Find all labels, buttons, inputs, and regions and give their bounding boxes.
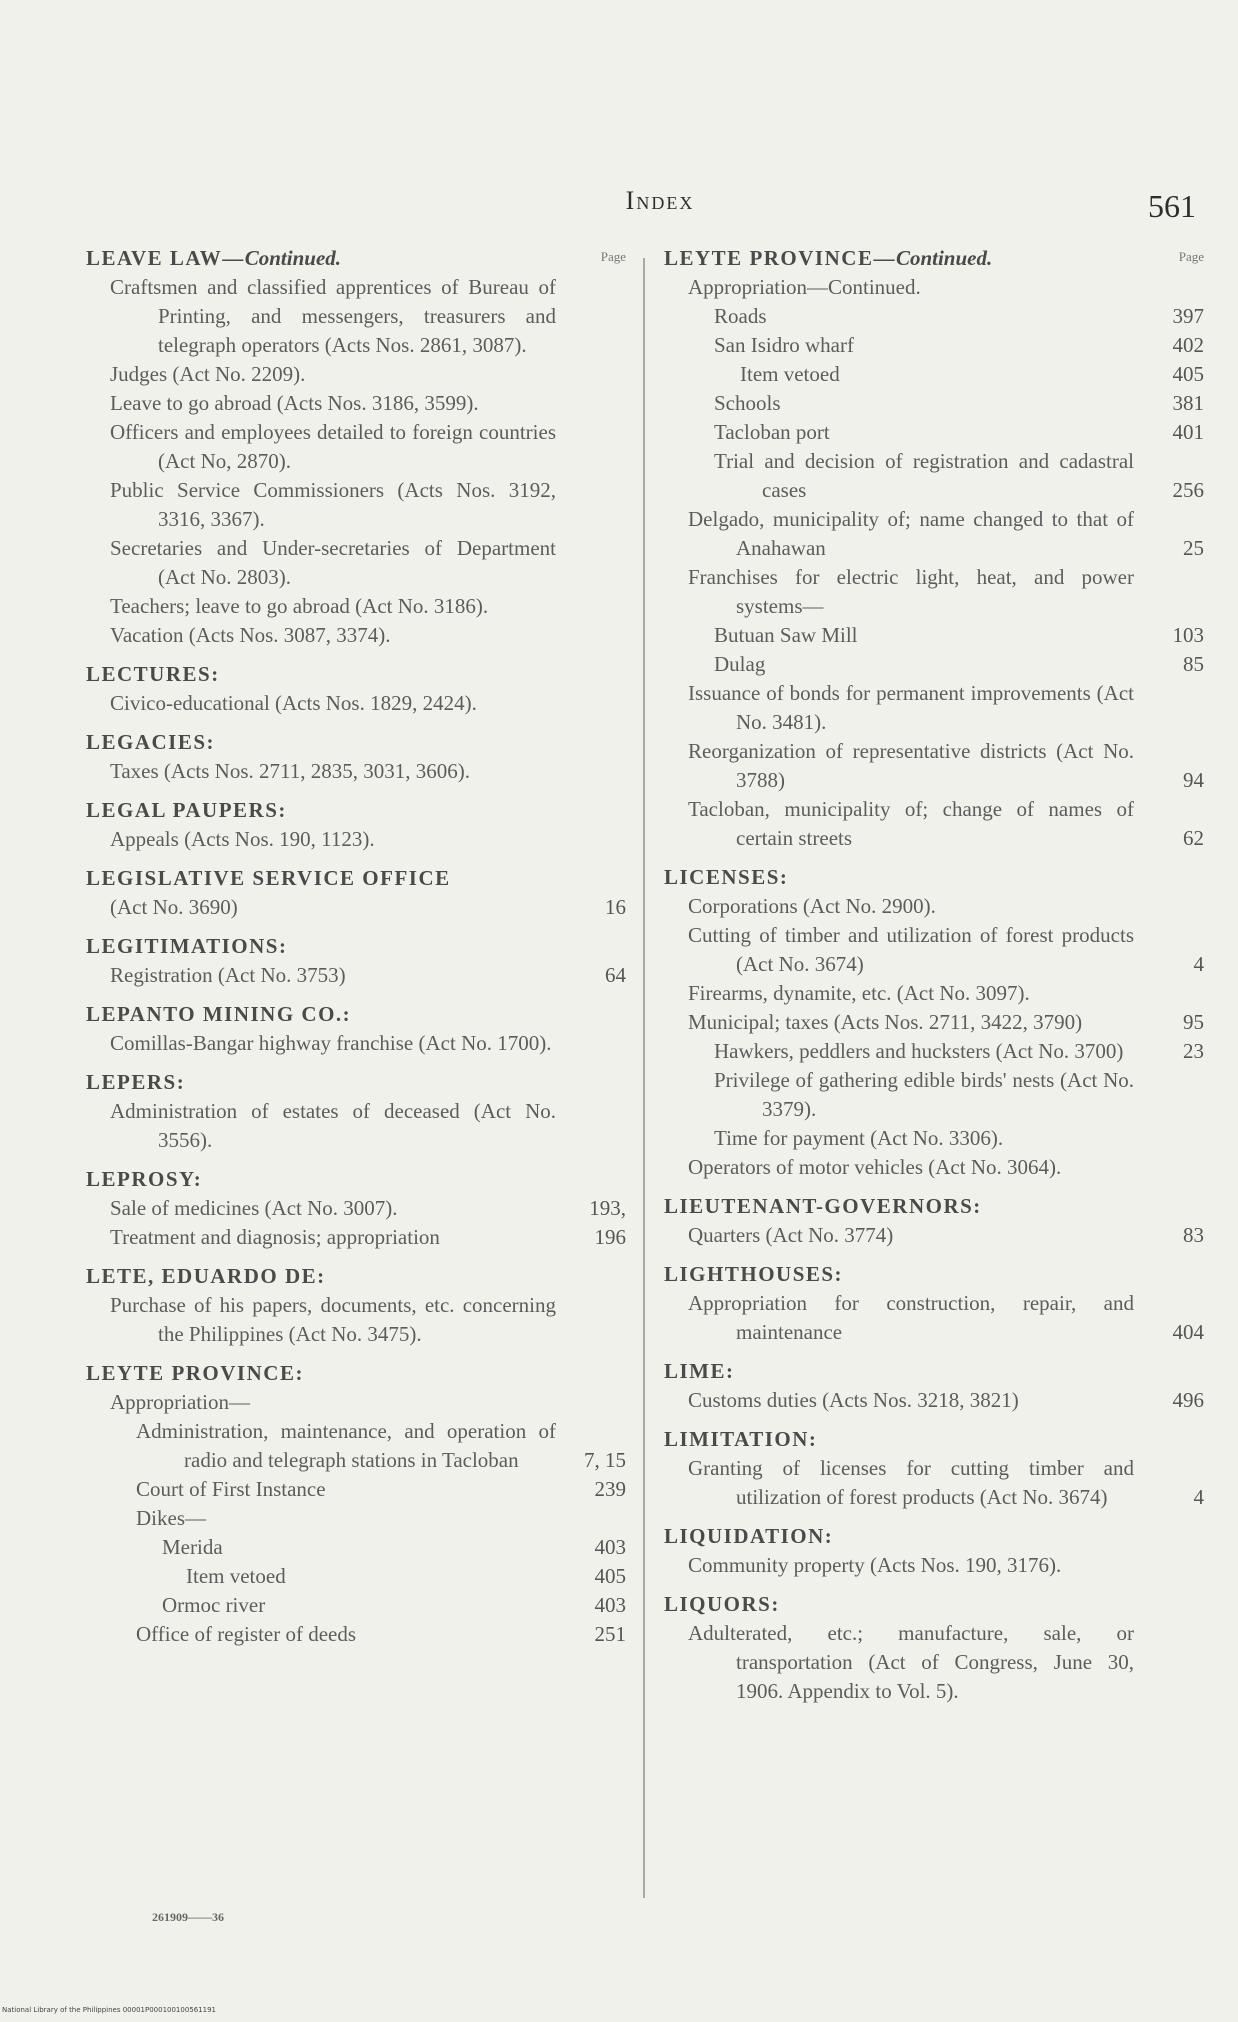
index-entry — [86, 1029, 626, 1058]
left-index-column — [86, 244, 626, 1649]
heading-text: LIQUIDATION: — [664, 1524, 834, 1548]
index-entry — [664, 389, 1204, 418]
index-entry — [664, 505, 1204, 563]
index-entry — [86, 757, 626, 786]
entry-text: Craftsmen and classified apprentices of Bureau of Printing, and messengers, treasurers and telegraph operators (Acts Nos. 2861, 3087). — [110, 275, 556, 357]
entry-text: Customs duties (Acts Nos. 3218, 3821) — [688, 1388, 1019, 1412]
entry-text: Schools — [714, 391, 781, 415]
entry-text: Franchises for electric light, heat, and power systems— — [688, 565, 1134, 618]
heading-text: LETE, EDUARDO DE: — [86, 1264, 326, 1288]
index-entry — [664, 273, 1204, 302]
entry-text: Teachers; leave to go abroad (Act No. 3186). — [110, 594, 489, 618]
entry-text: Officers and employees detailed to foreign countries (Act No, 2870). — [110, 420, 556, 473]
entry-text: Community property (Acts Nos. 190, 3176). — [688, 1553, 1062, 1577]
heading-continued: Continued. — [244, 246, 342, 270]
entry-text: Tacloban port — [714, 420, 830, 444]
entry-page-number: 405 — [594, 1564, 626, 1588]
index-entry — [664, 1037, 1204, 1066]
entry-text: Reorganization of representative districts (Act No. 3788) — [688, 739, 1134, 792]
entry-text: Item vetoed — [186, 1564, 286, 1588]
entry-text: Office of register of deeds — [136, 1622, 357, 1646]
index-heading — [86, 796, 626, 825]
column-divider — [643, 258, 645, 1898]
index-heading — [86, 864, 626, 893]
entry-page-number: 397 — [1172, 304, 1204, 328]
entry-page-number: 381 — [1172, 391, 1204, 415]
index-entry — [86, 592, 626, 621]
index-entry — [664, 650, 1204, 679]
entry-text: Trial and decision of registration and cadastral cases — [714, 449, 1134, 502]
entry-text: Registration (Act No. 3753) — [110, 963, 346, 987]
heading-continued: Continued. — [895, 246, 993, 270]
entry-page-number: 256 — [1172, 478, 1204, 502]
entry-text: Item vetoed — [740, 362, 840, 386]
index-entry — [86, 1194, 626, 1223]
entry-text: Privilege of gathering edible birds' nests (Act No. 3379). — [714, 1068, 1134, 1121]
page-title: Index — [625, 186, 695, 215]
entry-page-number: 402 — [1172, 333, 1204, 357]
index-entry — [664, 302, 1204, 331]
index-heading — [664, 1590, 1204, 1619]
entry-text: Comillas-Bangar highway franchise (Act No. 1700). — [110, 1031, 552, 1055]
entry-page-number: 23 — [1183, 1039, 1204, 1063]
heading-text: LEPROSY: — [86, 1167, 203, 1191]
entry-text: Secretaries and Under-secretaries of Department (Act No. 2803). — [110, 536, 556, 589]
index-heading — [664, 863, 1204, 892]
entry-page-number: 403 — [594, 1535, 626, 1559]
index-entry — [664, 1124, 1204, 1153]
entry-text: Firearms, dynamite, etc. (Act No. 3097). — [688, 981, 1030, 1005]
index-entry — [86, 1533, 626, 1562]
entry-text: Issuance of bonds for permanent improvements (Act No. 3481). — [688, 681, 1134, 734]
index-entry — [664, 331, 1204, 360]
entry-text: Administration, maintenance, and operation of radio and telegraph stations in Tacloban — [136, 1419, 556, 1472]
heading-text: LEGAL PAUPERS: — [86, 798, 287, 822]
index-heading — [86, 1262, 626, 1291]
index-entry — [86, 418, 626, 476]
entry-text: Cutting of timber and utilization of forest products (Act No. 3674) — [688, 923, 1134, 976]
heading-text: LEYTE PROVINCE: — [86, 1361, 304, 1385]
index-entry — [86, 273, 626, 360]
index-heading — [664, 1425, 1204, 1454]
index-entry — [86, 534, 626, 592]
heading-text: LICENSES: — [664, 865, 789, 889]
heading-text: LECTURES: — [86, 662, 220, 686]
page-number: 561 — [1148, 188, 1196, 224]
entry-text: Tacloban, municipality of; change of names of certain streets — [688, 797, 1134, 850]
index-entry — [664, 1289, 1204, 1347]
entry-text: Dikes— — [136, 1506, 206, 1530]
entry-text: Appropriation for construction, repair, and maintenance — [688, 1291, 1134, 1344]
entry-page-number: 404 — [1172, 1320, 1204, 1344]
index-entry — [664, 737, 1204, 795]
index-heading — [664, 1192, 1204, 1221]
index-entry — [86, 1388, 626, 1417]
entry-text: Taxes (Acts Nos. 2711, 2835, 3031, 3606). — [110, 759, 470, 783]
entry-text: Butuan Saw Mill — [714, 623, 858, 647]
index-heading — [664, 244, 1204, 273]
index-heading — [86, 932, 626, 961]
index-entry — [664, 360, 1204, 389]
index-entry — [86, 1097, 626, 1155]
index-entry — [86, 360, 626, 389]
entry-text: Dulag — [714, 652, 766, 676]
index-entry — [86, 1291, 626, 1349]
entry-text: Hawkers, peddlers and hucksters (Act No. 3700) — [714, 1039, 1124, 1063]
entry-page-number: 4 — [1193, 952, 1204, 976]
entry-page-number: 62 — [1183, 826, 1204, 850]
index-entry — [86, 1591, 626, 1620]
entry-text: Time for payment (Act No. 3306). — [714, 1126, 1004, 1150]
entry-text: Public Service Commissioners (Acts Nos. 3192, 3316, 3367). — [110, 478, 556, 531]
index-entry — [86, 1417, 626, 1475]
entry-text: Leave to go abroad (Acts Nos. 3186, 3599). — [110, 391, 479, 415]
index-entry — [86, 1562, 626, 1591]
index-entry — [664, 921, 1204, 979]
entry-text: Operators of motor vehicles (Act No. 3064). — [688, 1155, 1062, 1179]
heading-text: LIGHTHOUSES: — [664, 1262, 844, 1286]
entry-text: Judges (Act No. 2209). — [110, 362, 306, 386]
index-entry — [86, 825, 626, 854]
index-heading — [664, 1522, 1204, 1551]
entry-text: Delgado, municipality of; name changed to that of Anahawan — [688, 507, 1134, 560]
entry-text: Merida — [162, 1535, 223, 1559]
entry-text: Appropriation— — [110, 1390, 250, 1414]
index-heading — [86, 660, 626, 689]
entry-text: Ormoc river — [162, 1593, 266, 1617]
entry-text: Civico-educational (Acts Nos. 1829, 2424). — [110, 691, 477, 715]
index-heading — [664, 1260, 1204, 1289]
index-entry — [664, 979, 1204, 1008]
index-entry — [664, 1454, 1204, 1512]
index-entry — [86, 476, 626, 534]
index-entry — [664, 1008, 1204, 1037]
page-column-label: Page — [600, 249, 626, 264]
index-entry — [86, 1504, 626, 1533]
heading-text: LIMITATION: — [664, 1427, 818, 1451]
entry-page-number: 401 — [1172, 420, 1204, 444]
index-entry — [664, 892, 1204, 921]
index-entry — [664, 621, 1204, 650]
index-heading — [86, 1359, 626, 1388]
heading-text: LIME: — [664, 1359, 735, 1383]
heading-text: LEPERS: — [86, 1070, 186, 1094]
entry-page-number: 403 — [594, 1593, 626, 1617]
index-entry — [86, 961, 626, 990]
index-entry — [664, 1619, 1204, 1706]
index-entry — [86, 1475, 626, 1504]
entry-page-number: 16 — [605, 895, 626, 919]
entry-page-number: 85 — [1183, 652, 1204, 676]
entry-page-number: 83 — [1183, 1223, 1204, 1247]
entry-text: Purchase of his papers, documents, etc. concerning the Philippines (Act No. 3475). — [110, 1293, 556, 1346]
index-heading — [86, 728, 626, 757]
entry-text: (Act No. 3690) — [110, 895, 238, 919]
entry-page-number: 94 — [1183, 768, 1204, 792]
index-entry — [664, 1551, 1204, 1580]
entry-page-number: 25 — [1183, 536, 1204, 560]
entry-page-number: 405 — [1172, 362, 1204, 386]
heading-text: LEPANTO MINING CO.: — [86, 1002, 352, 1026]
entry-text: Court of First Instance — [136, 1477, 326, 1501]
index-entry — [664, 418, 1204, 447]
index-entry — [86, 689, 626, 718]
right-index-column — [664, 244, 1204, 1706]
entry-page-number: 239 — [594, 1477, 626, 1501]
entry-text: Corporations (Act No. 2900). — [688, 894, 936, 918]
index-heading — [86, 1000, 626, 1029]
entry-text: Municipal; taxes (Acts Nos. 2711, 3422, 3790) — [688, 1010, 1083, 1034]
index-entry — [664, 679, 1204, 737]
index-entry — [86, 893, 626, 922]
heading-text: LIEUTENANT-GOVERNORS: — [664, 1194, 982, 1218]
index-entry — [664, 1153, 1204, 1182]
index-entry — [86, 621, 626, 650]
index-heading — [86, 1068, 626, 1097]
entry-page-number: 4 — [1193, 1485, 1204, 1509]
entry-text: Appeals (Acts Nos. 190, 1123). — [110, 827, 375, 851]
index-entry — [664, 795, 1204, 853]
index-entry — [664, 1221, 1204, 1250]
entry-page-number: 251 — [594, 1622, 626, 1646]
entry-page-number: 7, 15 — [584, 1448, 626, 1472]
entry-text: Granting of licenses for cutting timber and utilization of forest products (Act No. 3674) — [688, 1456, 1134, 1509]
entry-page-number: 103 — [1172, 623, 1204, 647]
entry-text: Administration of estates of deceased (Act No. 3556). — [110, 1099, 556, 1152]
entry-text: Adulterated, etc.; manufacture, sale, or transportation (Act of Congress, June 30, 1906. Appendix to Vol. 5). — [688, 1621, 1134, 1703]
entry-text: Vacation (Acts Nos. 3087, 3374). — [110, 623, 391, 647]
heading-text: LEAVE LAW— — [86, 246, 245, 270]
index-heading — [86, 1165, 626, 1194]
heading-text: LEGISLATIVE SERVICE OFFICE — [86, 866, 451, 890]
entry-text: San Isidro wharf — [714, 333, 854, 357]
index-heading — [86, 244, 626, 273]
entry-page-number: 496 — [1172, 1388, 1204, 1412]
index-entry — [664, 447, 1204, 505]
entry-page-number: 64 — [605, 963, 626, 987]
heading-text: LEGITIMATIONS: — [86, 934, 288, 958]
index-entry — [664, 1066, 1204, 1124]
entry-text: Quarters (Act No. 3774) — [688, 1223, 894, 1247]
heading-text: LIQUORS: — [664, 1592, 780, 1616]
heading-text: LEGACIES: — [86, 730, 216, 754]
index-entry — [86, 1620, 626, 1649]
index-entry — [86, 389, 626, 418]
entry-page-number: 193, 196 — [589, 1196, 626, 1249]
print-signature: 261909——36 — [152, 1910, 224, 1924]
heading-text: LEYTE PROVINCE— — [664, 246, 896, 270]
entry-text: Treatment and diagnosis; appropriation — [110, 1225, 440, 1249]
entry-text: Sale of medicines (Act No. 3007). — [110, 1196, 398, 1220]
page-column-label: Page — [1178, 249, 1204, 264]
index-entry — [664, 563, 1204, 621]
entry-text: Appropriation—Continued. — [688, 275, 921, 299]
index-heading — [664, 1357, 1204, 1386]
entry-text: Roads — [714, 304, 767, 328]
entry-page-number: 95 — [1183, 1010, 1204, 1034]
index-entry — [664, 1386, 1204, 1415]
library-credit: National Library of the Philippines 00001P000100100561191 — [2, 2006, 217, 2014]
